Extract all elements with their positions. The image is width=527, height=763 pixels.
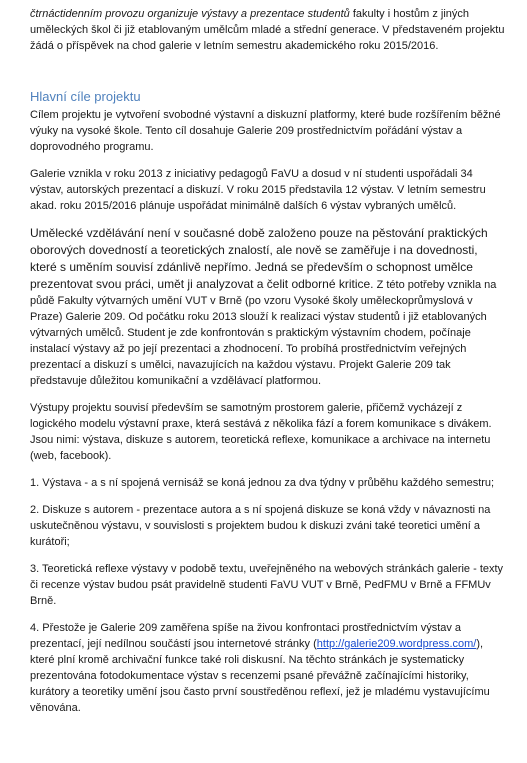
intro-italic-text: čtrnáctidenním provozu organizuje výstavy a prezentace studentů	[30, 8, 350, 20]
list-item-reflection: 3. Teoretická reflexe výstavy v podobě textu, uveřejněného na webových stránkách galerie - texty či recenze výstav budou psát pravidelně studenti FaVU VUT v Brně, PedFMU v Brně a FFMUv Brně.	[30, 563, 504, 607]
list-item-website	[30, 620, 505, 716]
section-heading: Hlavní cíle projektu	[30, 89, 141, 104]
website-text-after: ), které plní kromě archivační funkce také roli diskusní. Na těchto stránkách je systematicky prezentována fotodokumentace výstav s recenzemi psané převážně začínajícími historiky, kurátory a teoretiky umění jsou často první soustředěnou reflexí, jež je mladému vystavujícímu věnována.	[30, 638, 490, 714]
paragraph-education	[30, 225, 505, 389]
list-item-discussion: 2. Diskuze s autorem - prezentace autora a s ní spojená diskuze se koná vždy v návaznosti na uskutečněnou výstavu, v souvislosti s projektem budou k diskuzi zváni také teoretici umění a kurátoři;	[30, 504, 491, 548]
paragraph-goal: Cílem projektu je vytvoření svobodné výstavní a diskuzní platformy, které bude rozšířením běžné výuky na vysoké škole. Tento cíl dosahuje Galerie 209 prostřednictvím pořádání výstav a doprovodného programu.	[30, 109, 501, 153]
list-item-exhibition: 1. Výstava - a s ní spojená vernisáž se koná jednou za dva týdny v průběhu každého semestru;	[30, 477, 495, 489]
website-text-before: 4. Přestože je Galerie 209 zaměřena spíše na živou konfrontaci prostřednictvím výstav a prezentací, její nedílnou součástí jsou internetové stránky (	[30, 622, 462, 650]
intro-text: fakulty i hostům z jiných uměleckých škol či již etablovaným umělcům mladé a střední generace. V představeném projektu žádá o příspěvek na chod galerie v letním semestru akademického roku 2015/2016.	[30, 8, 505, 52]
paragraph-outputs: Výstupy projektu souvisí především se samotným prostorem galerie, přičemž vycházejí z logického modelu výstavní praxe, která sestává z několika fází a forem komunikace s divákem. Jsou nimi: výstava, diskuze s autorem, teoretická reflexe, komunikace a archivace na internetu (web, facebook).	[30, 402, 492, 462]
education-lead-text: Umělecké vzdělávání není v současné době založeno pouze na pěstování praktických oborových dovedností a teoretických znalostí, ale nově se zaměřuje i na dovednosti, které s uměním souvisí zdánlivě nepřímo. Jedná se především o schopnost umělce prezentovat svou práci, umět ji analyzovat a čelit odborné kritice.	[30, 226, 488, 291]
education-text: Z této potřeby vznikla na půdě Fakulty výtvarných umění VUT v Brně (po vzoru Vysoké školy uměleckoprůmyslová v Praze) Galerie 209. Od počátku roku 2013 slouží k realizaci výstav studentů i již etablovaných výtvarných umělců. Student je zde konfrontován s praktickým výstavním chodem, počínaje instalací výstavy až po její prezentaci a zhodnocení. To probíhá prostřednictvím veřejných prezentací a diskuzí s umělci, navazujících na každou výstavu. Projekt Galerie 209 tak představuje důležitou komunikační a vzdělávací platformou.	[30, 279, 497, 387]
paragraph-history: Galerie vznikla v roku 2013 z iniciativy pedagogů FaVU a dosud v ní studenti uspořádali 34 výstav, autorských prezentací a diskuzí. V roku 2015 představila 12 výstav. V letním semestru akad. roku 2015/2016 plánuje uspořádat minimálně dalších 6 výstav vybraných umělců.	[30, 168, 486, 212]
website-link[interactable]: http://galerie209.wordpress.com/	[316, 638, 477, 650]
intro-paragraph	[30, 6, 505, 54]
